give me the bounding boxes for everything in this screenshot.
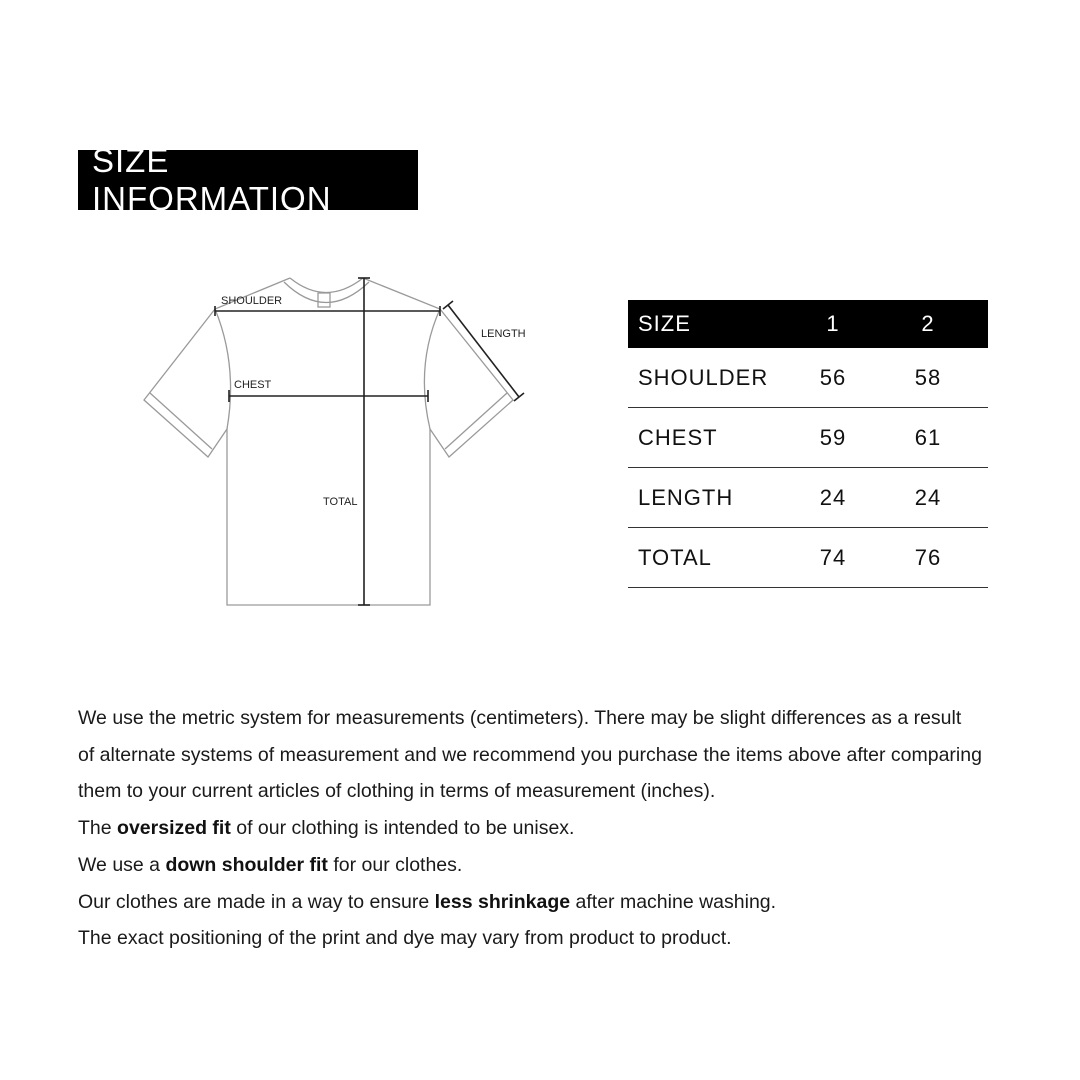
- tshirt-measurement-diagram: [130, 265, 550, 625]
- chest-label: CHEST: [234, 379, 272, 391]
- note-text: We use a: [78, 853, 166, 876]
- total-label: TOTAL: [323, 496, 358, 508]
- row-label: SHOULDER: [628, 348, 798, 408]
- size-table-header-row: [628, 300, 988, 348]
- size-chart-table: [628, 300, 988, 588]
- table-row: [628, 528, 988, 588]
- tshirt-diagram-svg: [130, 265, 550, 625]
- table-row: [628, 348, 988, 408]
- table-cell: 59: [798, 408, 868, 468]
- note-emphasis: down shoulder fit: [165, 853, 328, 876]
- page-title: [78, 142, 418, 217]
- length-label: LENGTH: [481, 328, 526, 340]
- note-line-down-shoulder-fit: [78, 847, 1018, 884]
- table-row: [628, 468, 988, 528]
- row-label: LENGTH: [628, 468, 798, 528]
- note-line: The exact positioning of the print and dye may vary from product to product.: [78, 927, 732, 950]
- note-text: Our clothes are made in a way to ensure: [78, 890, 435, 913]
- note-text: The: [78, 817, 118, 840]
- note-line: of alternate systems of measurement and we recommend you purchase the items above after comparing: [78, 743, 982, 766]
- page-title-text: SIZE INFORMATION: [92, 142, 332, 217]
- table-cell: 24: [868, 468, 988, 528]
- table-row: [628, 408, 988, 468]
- note-text: after machine washing.: [570, 890, 777, 913]
- note-line-oversized-fit: [78, 810, 1018, 847]
- measurement-lines: [215, 278, 524, 605]
- table-cell: 76: [868, 528, 988, 588]
- note-emphasis: oversized fit: [117, 817, 231, 840]
- table-cell: 58: [868, 348, 988, 408]
- note-line-less-shrinkage: [78, 884, 1018, 921]
- row-label: TOTAL: [628, 528, 798, 588]
- tshirt-outline: [144, 278, 513, 605]
- table-cell: 56: [798, 348, 868, 408]
- note-line: them to your current articles of clothing in terms of measurement (inches).: [78, 780, 716, 803]
- size-1-column-header: 1: [798, 300, 868, 348]
- note-emphasis: less shrinkage: [434, 890, 571, 913]
- table-cell: 61: [868, 408, 988, 468]
- table-cell: 24: [798, 468, 868, 528]
- row-label: CHEST: [628, 408, 798, 468]
- table-cell: 74: [798, 528, 868, 588]
- note-text: for our clothes.: [327, 853, 463, 876]
- note-text: of our clothing is intended to be unisex.: [230, 817, 575, 840]
- size-2-column-header: 2: [868, 300, 988, 348]
- size-notes: [78, 700, 1018, 957]
- shoulder-label: SHOULDER: [221, 295, 283, 307]
- note-line: We use the metric system for measurements (centimeters). There may be slight differences as a result: [78, 707, 962, 729]
- size-column-header: SIZE: [628, 300, 798, 348]
